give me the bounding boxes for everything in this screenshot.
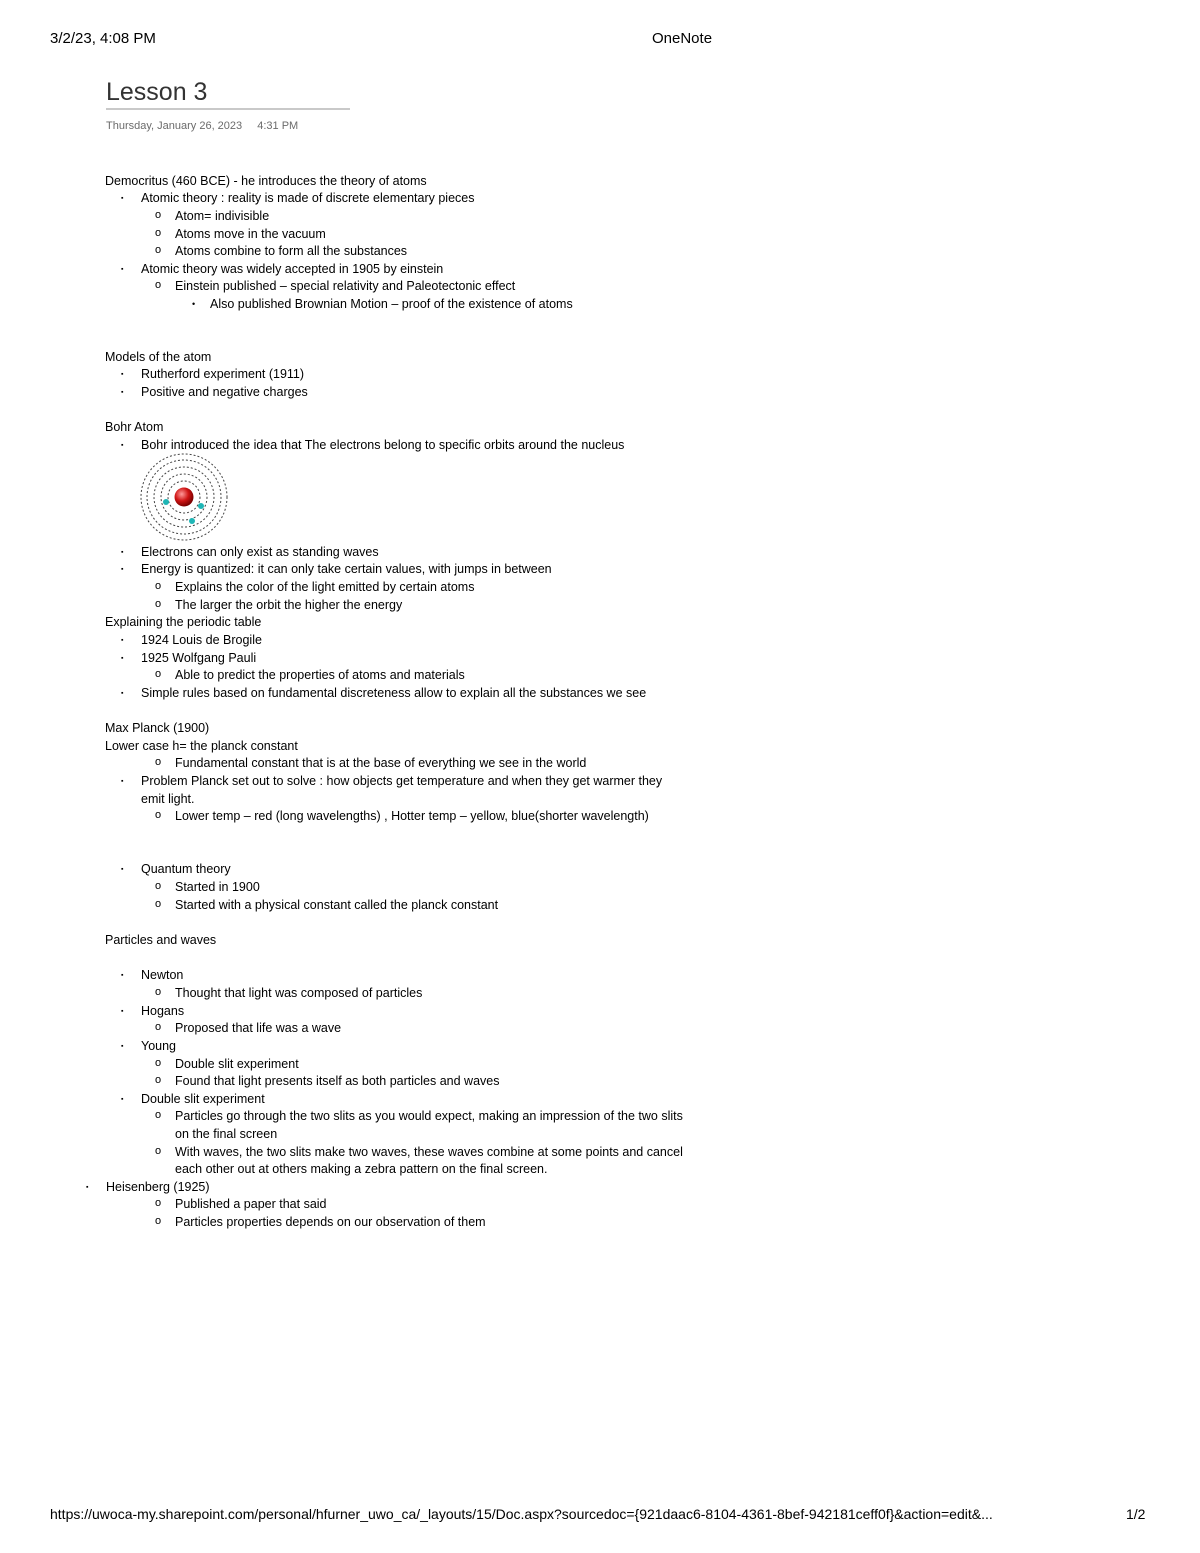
note-paragraph — [105, 419, 163, 435]
note-list-item — [155, 1056, 299, 1072]
bullet-marker: o — [155, 1145, 162, 1157]
bullet-marker: o — [155, 756, 162, 768]
note-text: Particles and waves — [105, 933, 217, 947]
note-paragraph — [105, 614, 261, 630]
bullet-marker: o — [155, 898, 162, 910]
bullet-marker: ▪ — [121, 371, 124, 378]
bullet-marker: o — [155, 1109, 162, 1121]
bullet-marker: o — [155, 1215, 162, 1227]
note-list-item — [121, 561, 552, 577]
bohr-atom-image — [136, 452, 232, 544]
nucleus — [175, 488, 194, 507]
bullet-marker: ▪ — [121, 442, 124, 449]
page-time: 4:31 PM — [257, 120, 299, 132]
print-header-app-name: OneNote — [652, 30, 713, 47]
bullet-marker: ▪ — [121, 389, 124, 396]
bullet-marker: ▪ — [121, 1096, 124, 1103]
note-list-item — [155, 1196, 327, 1212]
note-text: Electrons can only exist as standing waves — [141, 545, 379, 559]
note-list-item — [155, 597, 403, 613]
note-list-item — [121, 437, 625, 453]
note-list-item — [155, 985, 423, 1001]
bullet-marker: ▪ — [121, 1043, 124, 1050]
note-paragraph — [105, 720, 209, 736]
note-list-item — [155, 243, 408, 259]
note-text: emit light. — [141, 792, 195, 806]
note-list-item — [121, 773, 663, 789]
note-text: Atoms combine to form all the substances — [175, 244, 408, 258]
note-text: Max Planck (1900) — [105, 721, 210, 735]
bullet-marker: o — [155, 668, 162, 680]
note-text: Models of the atom — [105, 350, 212, 364]
note-text: on the final screen — [175, 1127, 278, 1141]
note-list-item — [155, 1144, 683, 1160]
note-list-item — [155, 1214, 486, 1230]
bullet-marker: ▪ — [121, 866, 124, 873]
note-list-item — [155, 1108, 683, 1124]
note-text: Hogans — [141, 1004, 185, 1018]
note-list-item — [155, 208, 270, 224]
note-list-item — [121, 685, 647, 701]
note-list-item — [155, 808, 649, 824]
title-underline — [106, 108, 350, 110]
note-text: Explaining the periodic table — [105, 615, 262, 629]
bullet-marker: o — [155, 580, 162, 592]
note-paragraph — [105, 738, 298, 754]
page-title: Lesson 3 — [106, 78, 208, 106]
note-list-item — [121, 632, 262, 648]
bullet-marker: o — [155, 209, 162, 221]
note-paragraph — [105, 173, 427, 189]
note-list-item — [121, 544, 379, 560]
bullet-marker: o — [155, 986, 162, 998]
note-text: Atoms move in the vacuum — [175, 227, 326, 241]
note-text: Found that light presents itself as both particles and waves — [175, 1074, 500, 1088]
note-text: Particles go through the two slits as you would expect, making an impression of the two slits — [175, 1109, 683, 1123]
bullet-marker: ▪ — [121, 195, 124, 202]
page-date: Thursday, January 26, 2023 — [106, 120, 243, 132]
note-list-item — [155, 226, 326, 242]
note-paragraph — [105, 932, 216, 948]
note-text: Atom= indivisible — [175, 209, 270, 223]
note-text: Published a paper that said — [175, 1197, 327, 1211]
note-text: Problem Planck set out to solve : how objects get temperature and when they get warmer they — [141, 774, 663, 788]
print-header-datetime: 3/2/23, 4:08 PM — [50, 30, 156, 47]
note-text: Bohr Atom — [105, 420, 164, 434]
bullet-marker: o — [155, 1057, 162, 1069]
note-list-item — [155, 897, 499, 913]
bullet-marker: o — [155, 279, 162, 291]
note-text: With waves, the two slits make two waves, these waves combine at some points and cancel — [175, 1145, 683, 1159]
note-text: Lower temp – red (long wavelengths) , Hotter temp – yellow, blue(shorter wavelength) — [175, 809, 649, 823]
note-text: 1925 Wolfgang Pauli — [141, 651, 257, 665]
bullet-marker: ▪ — [121, 637, 124, 644]
bullet-marker: ▪ — [121, 549, 124, 556]
note-list-item — [121, 366, 305, 382]
note-list-item — [121, 650, 257, 666]
bullet-marker: ▪ — [121, 972, 124, 979]
note-text: Quantum theory — [141, 862, 231, 876]
note-text: Double slit experiment — [141, 1092, 265, 1106]
note-list-item — [121, 384, 308, 400]
note-list-item — [155, 1073, 500, 1089]
electron — [189, 518, 195, 524]
note-list-item — [141, 791, 195, 807]
note-list-item — [121, 861, 231, 877]
note-list-item — [175, 1161, 547, 1177]
bullet-marker: o — [155, 880, 162, 892]
note-paragraph — [105, 349, 211, 365]
bullet-marker: o — [155, 1074, 162, 1086]
print-footer-page-number: 1/2 — [1126, 1506, 1146, 1522]
bullet-marker: o — [155, 1197, 162, 1209]
note-text: Also published Brownian Motion – proof of the existence of atoms — [210, 297, 573, 311]
bohr-atom-diagram — [136, 452, 232, 544]
note-text: each other out at others making a zebra pattern on the final screen. — [175, 1162, 548, 1176]
note-text: Democritus (460 BCE) - he introduces the theory of atoms — [105, 174, 427, 188]
note-list-item — [121, 1038, 176, 1054]
note-list-item — [121, 1003, 185, 1019]
bullet-marker: o — [155, 809, 162, 821]
bullet-marker: o — [155, 244, 162, 256]
note-list-item — [121, 967, 184, 983]
note-text: Heisenberg (1925) — [106, 1180, 210, 1194]
note-text: The larger the orbit the higher the energy — [175, 598, 403, 612]
bullet-marker: ▪ — [121, 566, 124, 573]
note-text: Bohr introduced the idea that The electrons belong to specific orbits around the nucleus — [141, 438, 625, 452]
note-text: Newton — [141, 968, 184, 982]
bullet-marker: o — [155, 598, 162, 610]
note-text: Started with a physical constant called the planck constant — [175, 898, 499, 912]
electron — [163, 499, 169, 505]
note-list-item — [86, 1179, 210, 1195]
note-text: Atomic theory : reality is made of discrete elementary pieces — [141, 191, 475, 205]
bullet-marker: o — [155, 1021, 162, 1033]
bullet-marker: ▪ — [121, 1008, 124, 1015]
note-list-item — [175, 1126, 277, 1142]
note-list-item — [155, 667, 465, 683]
note-text: Lower case h= the planck constant — [105, 739, 298, 753]
bullet-marker: ▪ — [121, 266, 124, 273]
note-text: Young — [141, 1039, 176, 1053]
note-text: Started in 1900 — [175, 880, 260, 894]
note-text: Rutherford experiment (1911) — [141, 367, 305, 381]
bullet-marker: • — [192, 299, 196, 309]
note-text: Double slit experiment — [175, 1057, 299, 1071]
note-text: Particles properties depends on our observation of them — [175, 1215, 486, 1229]
note-text: Thought that light was composed of particles — [175, 986, 423, 1000]
electron — [198, 503, 204, 509]
note-list-item — [155, 879, 260, 895]
note-text: Energy is quantized: it can only take certain values, with jumps in between — [141, 562, 552, 576]
note-text: Positive and negative charges — [141, 385, 308, 399]
note-list-item — [155, 579, 475, 595]
bullet-marker: o — [155, 227, 162, 239]
note-list-item — [155, 755, 587, 771]
note-list-item — [155, 278, 516, 294]
note-text: Einstein published – special relativity and Paleotectonic effect — [175, 279, 516, 293]
note-list-item — [121, 1091, 265, 1107]
bullet-marker: ▪ — [121, 690, 124, 697]
note-text: Simple rules based on fundamental discreteness allow to explain all the substances we see — [141, 686, 647, 700]
bullet-marker: ▪ — [121, 778, 124, 785]
note-text: Explains the color of the light emitted by certain atoms — [175, 580, 475, 594]
note-list-item — [121, 261, 444, 277]
note-text: Proposed that life was a wave — [175, 1021, 342, 1035]
note-list-item — [155, 1020, 342, 1036]
note-list-item — [121, 190, 475, 206]
note-text: Fundamental constant that is at the base of everything we see in the world — [175, 756, 587, 770]
note-list-item — [192, 296, 573, 312]
page-metadata — [106, 120, 310, 132]
note-text: Atomic theory was widely accepted in 1905 by einstein — [141, 262, 444, 276]
note-text: 1924 Louis de Brogile — [141, 633, 262, 647]
print-footer-url: https://uwoca-my.sharepoint.com/personal/hfurner_uwo_ca/_layouts/15/Doc.aspx?sourcedoc={921daac6-8104-4361-8bef-942181ceff0f}&action=edit&... — [50, 1506, 993, 1522]
bullet-marker: ▪ — [86, 1184, 89, 1191]
note-text: Able to predict the properties of atoms and materials — [175, 668, 465, 682]
bullet-marker: ▪ — [121, 655, 124, 662]
